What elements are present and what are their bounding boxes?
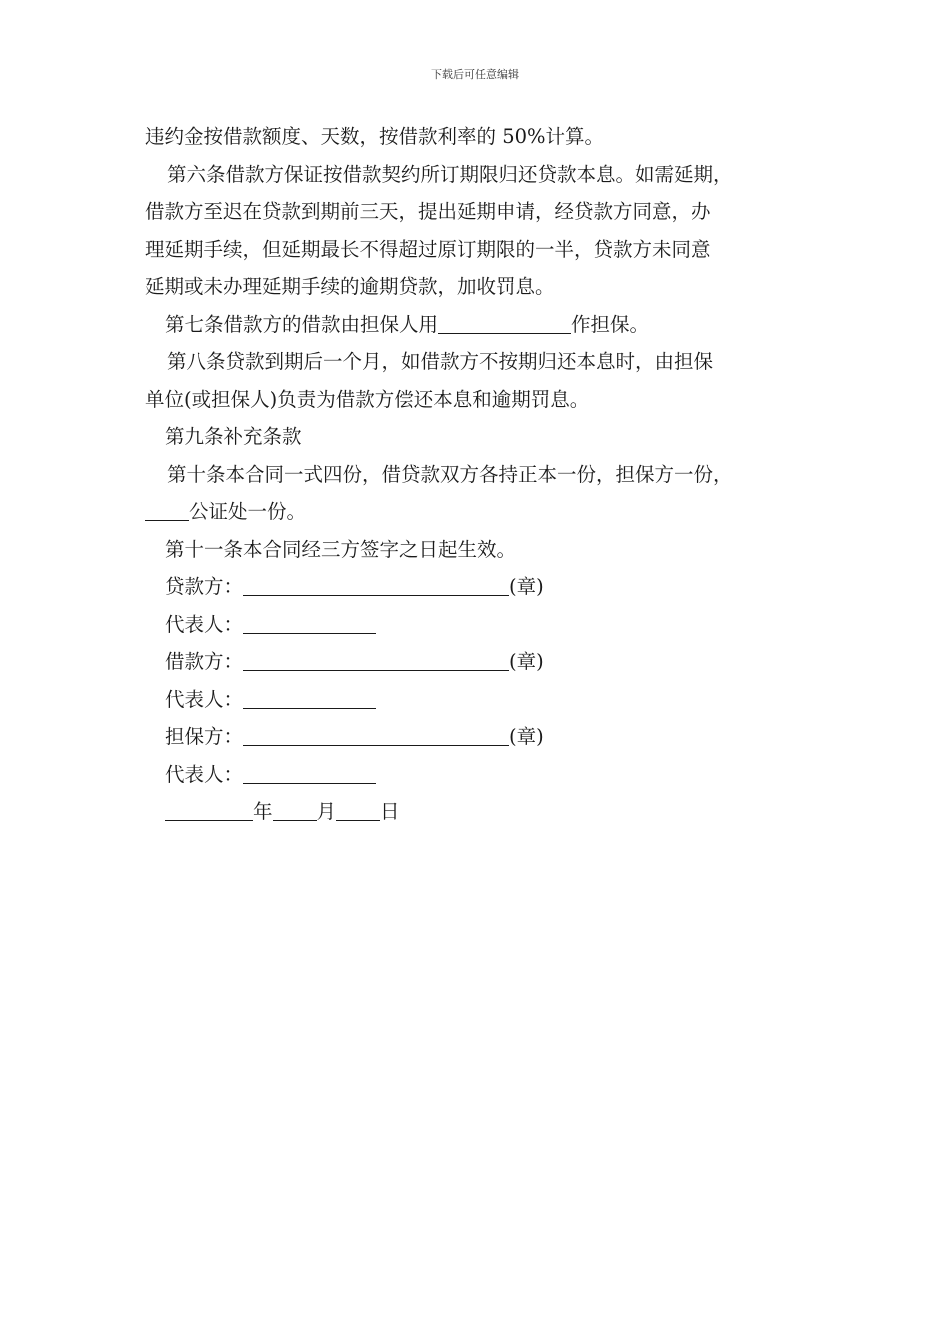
article-6-line-2: 借款方至迟在贷款到期前三天，提出延期申请，经贷款方同意，办 <box>145 200 711 223</box>
lender-representative-label: 代表人： <box>165 612 244 636</box>
borrower-name-blank[interactable] <box>243 648 509 671</box>
lender-seal: (章) <box>509 575 544 598</box>
guarantor-label: 担保方： <box>165 725 244 748</box>
lender-representative-line <box>145 606 835 644</box>
borrower-representative-label: 代表人： <box>165 687 244 711</box>
contract-body <box>145 118 835 831</box>
article-7-text-before: 第七条借款方的借款由担保人用 <box>165 312 439 336</box>
borrower-representative-blank[interactable] <box>243 686 376 709</box>
guarantor-representative-blank[interactable] <box>243 761 376 784</box>
lender-label: 贷款方： <box>165 575 244 598</box>
borrower-label: 借款方： <box>165 650 244 673</box>
article-9: 第九条补充条款 <box>165 425 302 448</box>
page-header: 下载后可任意编辑 <box>431 68 519 81</box>
article-6-line-3: 理延期手续，但延期最长不得超过原订期限的一半，贷款方未同意 <box>145 237 711 261</box>
article-10-line-2 <box>145 493 835 531</box>
year-label: 年 <box>253 800 273 823</box>
article-8-line-1: 第八条贷款到期后一个月，如借款方不按期归还本息时，由担保 <box>167 350 714 373</box>
guarantor-seal: (章) <box>509 725 544 748</box>
borrower-representative-line <box>145 681 835 719</box>
borrower-seal: (章) <box>509 650 544 673</box>
article-7 <box>145 306 835 344</box>
notary-office-blank[interactable] <box>145 498 189 521</box>
article-8-line-2: 单位(或担保人)负责为借款方偿还本息和逾期罚息。 <box>145 387 590 411</box>
article-6-line-4: 延期或未办理延期手续的逾期贷款，加收罚息。 <box>145 275 555 298</box>
guarantor-representative-line <box>145 756 835 794</box>
lender-name-blank[interactable] <box>243 573 509 596</box>
month-label: 月 <box>316 800 337 823</box>
guarantee-method-blank[interactable] <box>438 311 571 334</box>
borrower-signature-line <box>145 643 835 681</box>
article-7-text-after: 作担保。 <box>571 312 650 336</box>
day-label: 日 <box>380 800 400 823</box>
article-10-text-after: 公证处一份。 <box>189 500 307 523</box>
guarantor-name-blank[interactable] <box>243 723 509 746</box>
guarantor-representative-label: 代表人： <box>165 762 244 786</box>
article-11: 第十一条本合同经三方签字之日起生效。 <box>165 537 517 561</box>
year-blank[interactable] <box>165 798 253 821</box>
guarantor-signature-line <box>145 718 835 756</box>
lender-signature-line <box>145 568 835 606</box>
lender-representative-blank[interactable] <box>243 611 376 634</box>
signing-date-line <box>145 793 835 831</box>
day-blank[interactable] <box>336 798 380 821</box>
article-6-line-1: 第六条借款方保证按借款契约所订期限归还贷款本息。如需延期， <box>167 162 733 186</box>
article-10-line-1: 第十条本合同一式四份，借贷款双方各持正本一份，担保方一份， <box>167 462 733 486</box>
month-blank[interactable] <box>273 798 317 821</box>
penalty-clause: 违约金按借款额度、天数，按借款利率的 50%计算。 <box>145 125 605 148</box>
